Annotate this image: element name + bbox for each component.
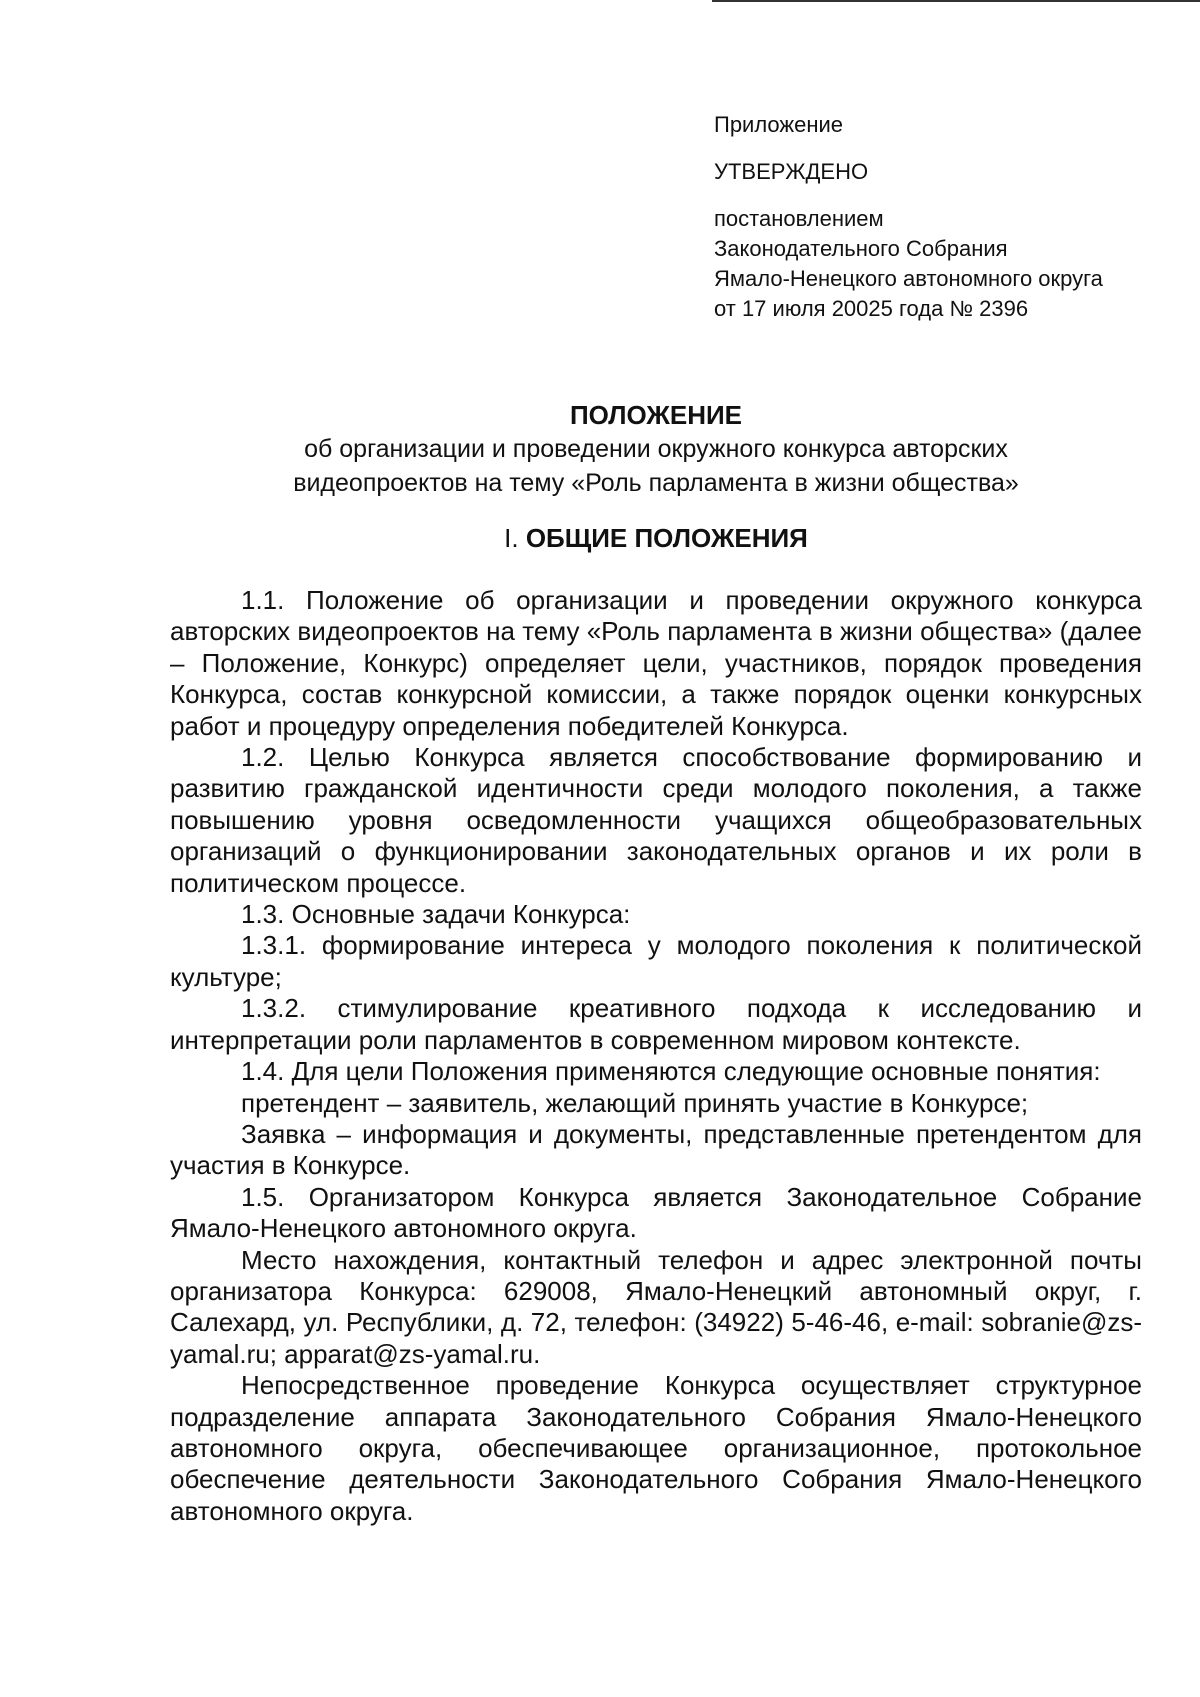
section-body (170, 585, 1142, 1527)
section-heading-text: ОБЩИЕ ПОЛОЖЕНИЯ (525, 523, 808, 553)
paragraph-1-3: 1.3. Основные задачи Конкурса: (241, 899, 631, 930)
decree-line: от 17 июля 20025 года № 2396 (714, 296, 1029, 321)
approval-stamp-block (714, 110, 1103, 324)
paragraph-1-2: 1.2. Целью Конкурса является способствование формированию и развитию гражданской идентичности среди молодого поколения, а также повышению уровня осведомленности учащихся общеобразовательных организаций о функционировании законодательных органов и их роли в политическом процессе. (170, 742, 1142, 898)
definition-applicant: претендент – заявитель, желающий принять участие в Конкурсе; (241, 1087, 1029, 1118)
paragraph-1-1: 1.1. Положение об организации и проведении окружного конкурса авторских видеопроектов на тему «Роль парламента в жизни общества» (далее – Положение, Конкурс) определяет цели, участников, порядок проведения Конкурса, состав конкурсной комиссии, а также порядок оценки конкурсных работ и процедуру определения победителей Конкурса. (170, 585, 1142, 741)
organizer-department: Непосредственное проведение Конкурса осуществляет структурное подразделение аппарата Законодательного Собрания Ямало-Ненецкого автономного округа, обеспечивающее организационное, протокольное обеспечение деятельности Законодательного Собрания Ямало-Ненецкого автономного округа. (170, 1370, 1142, 1526)
paragraph-1-4: 1.4. Для цели Положения применяются следующие основные понятия: (241, 1056, 1101, 1087)
organizer-contacts: Место нахождения, контактный телефон и адрес электронной почты организатора Конкурса: 629008, Ямало-Ненецкий автономный округ, г. Салехард, ул. Республики, д. 72, телефон: (34922) 5-46-46, e-mail: sobranie@zs-yamal.ru; apparat@zs-yamal.ru. (170, 1244, 1142, 1369)
paragraph-1-3-1: 1.3.1. формирование интереса у молодого поколения к политической культуре; (170, 930, 1142, 992)
appendix-label: Приложение (714, 112, 844, 137)
decree-line: постановлением (714, 206, 884, 231)
document-subtitle-line: видеопроектов на тему «Роль парламента в жизни общества» (293, 469, 1019, 497)
document-title: ПОЛОЖЕНИЕ (569, 400, 743, 430)
approved-label: УТВЕРЖДЕНО (714, 159, 869, 184)
decree-line: Ямало-Ненецкого автономного округа (714, 266, 1103, 291)
document-title-block (170, 398, 1142, 500)
section-heading (170, 521, 1142, 555)
document-subtitle-line: об организации и проведении окружного конкурса авторских (304, 435, 1008, 463)
scan-edge-line (712, 0, 1200, 2)
decree-line: Законодательного Собрания (714, 236, 1008, 261)
section-numeral: I. (504, 523, 519, 553)
definition-application: Заявка – информация и документы, представленные претендентом для участия в Конкурсе. (170, 1118, 1142, 1181)
paragraph-1-5: 1.5. Организатором Конкурса является Законодательное Собрание Ямало-Ненецкого автономного округа. (170, 1181, 1142, 1244)
paragraph-1-3-2: 1.3.2. стимулирование креативного подхода к исследованию и интерпретации роли парламентов в современном мировом контексте. (170, 993, 1142, 1055)
